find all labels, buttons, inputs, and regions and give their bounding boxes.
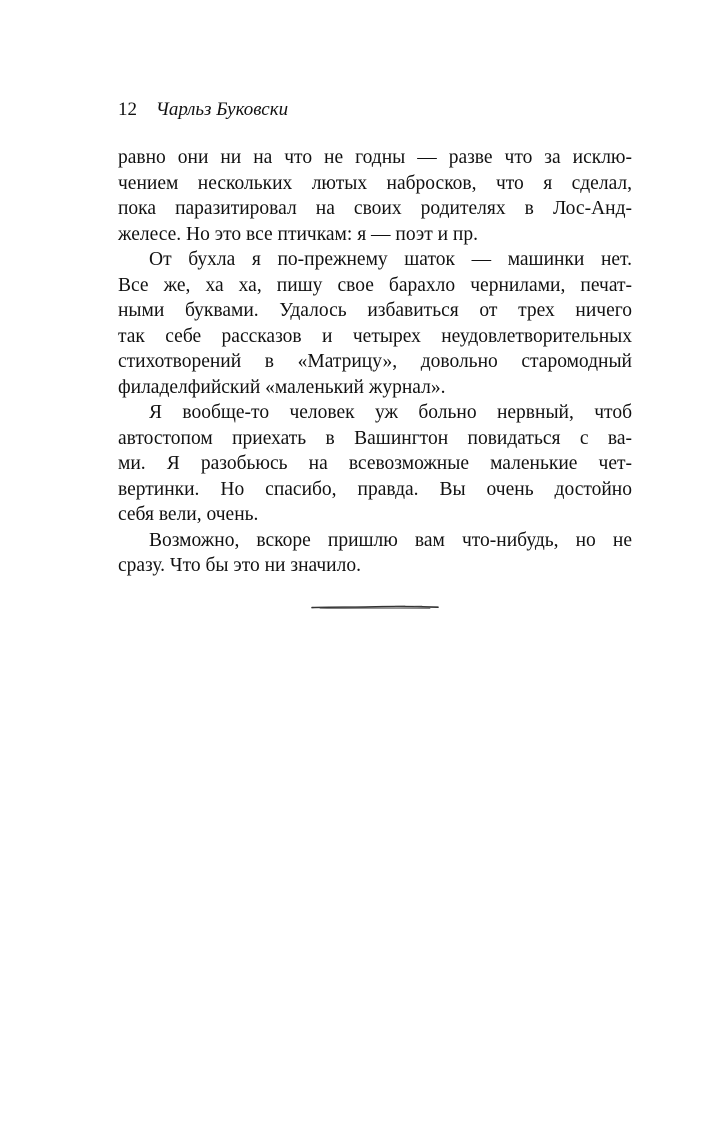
text-line: автостопом приехать в Вашингтон повидаться с ва-: [118, 427, 632, 449]
text-line: равно они ни на что не годны — разве что за исклю-: [118, 147, 632, 168]
text-line: филаделфийский «маленький журнал».: [118, 376, 446, 398]
letter-body-text: [118, 145, 632, 579]
text-line: стихотворений в «Матрицу», довольно старомодный: [118, 351, 632, 372]
text-line: ными буквами. Удалось избавиться от трех ничего: [118, 300, 632, 321]
text-line: ми. Я разобьюсь на всевозможные маленькие чет-: [118, 453, 632, 474]
text-line: чением нескольких лютых набросков, что я сделал,: [118, 172, 632, 194]
page-number: 12: [118, 99, 137, 120]
text-line: сразу. Что бы это ни значило.: [118, 555, 361, 576]
text-line: Все же, ха ха, пишу свое барахло чернилами, печат-: [118, 274, 632, 296]
text-line: себя вели, очень.: [118, 504, 259, 525]
text-line: От бухла я по-прежнему шаток — машинки нет.: [149, 249, 632, 270]
text-line: вертинки. Но спасибо, правда. Вы очень достойно: [118, 478, 632, 500]
text-line: Возможно, вскоре пришлю вам что-нибудь, но не: [149, 529, 632, 551]
running-head-author: Чарльз Буковски: [155, 99, 289, 120]
text-line: пока паразитировал на своих родителях в Лос-Анд-: [118, 198, 632, 219]
ink-rule-divider-icon: [310, 603, 440, 611]
text-line: желесе. Но это все птичкам: я — поэт и пр.: [118, 223, 478, 245]
text-line: так себе рассказов и четырех неудовлетворительных: [118, 325, 632, 347]
text-line: Я вообще-то человек уж больно нервный, чтоб: [149, 402, 632, 423]
running-head: [118, 98, 288, 122]
